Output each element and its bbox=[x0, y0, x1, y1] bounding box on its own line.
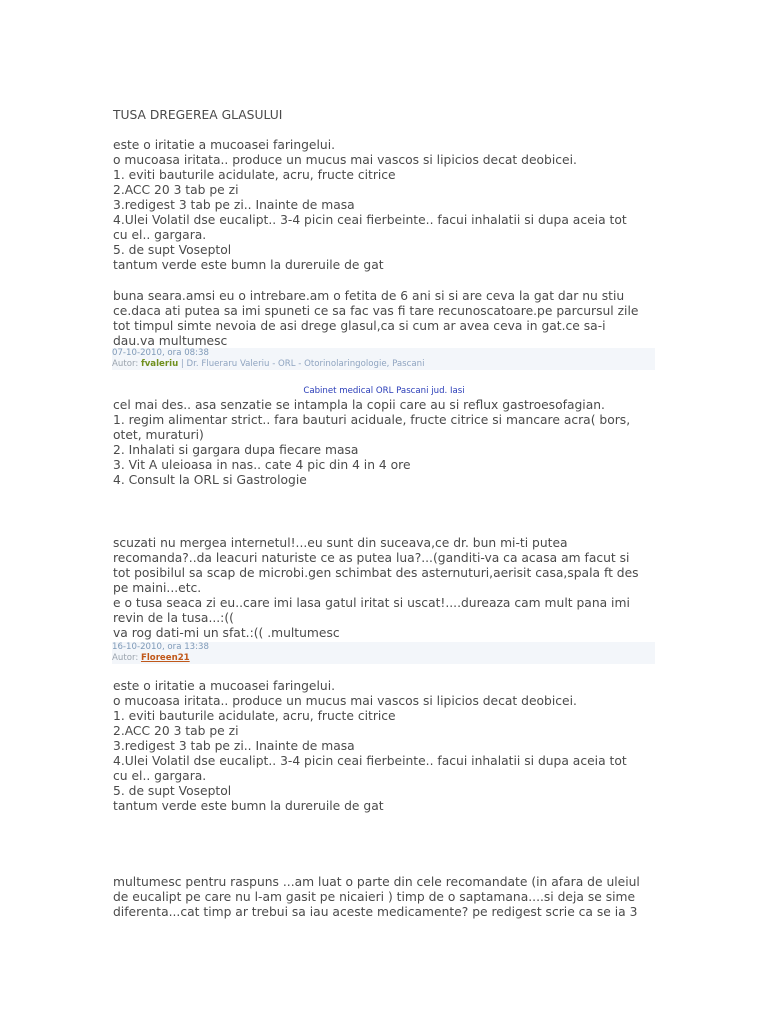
question-1 bbox=[113, 289, 658, 349]
question-line: ce.daca ati putea sa imi spuneti ce sa fac vas fi tare recunoscatoare.pe parcursul zile bbox=[113, 304, 639, 318]
answer-line: cel mai des.. asa senzatie se intampla la copii care au si reflux gastroesofagian. bbox=[113, 398, 605, 412]
post-line: 1. eviti bauturile acidulate, acru, fructe citrice bbox=[113, 168, 396, 182]
question-line: tot posibilul sa scap de microbi.gen schimbat des asternuturi,aerisit casa,spala ft des bbox=[113, 566, 639, 580]
post-line: 1. eviti bauturile acidulate, acru, fructe citrice bbox=[113, 709, 396, 723]
answer-line: 1. regim alimentar strict.. fara bauturi aciduale, fructe citrice si mancare acra( bors, bbox=[113, 413, 631, 427]
post-line: tantum verde este bumn la dureruile de gat bbox=[113, 258, 384, 272]
answer-line: otet, muraturi) bbox=[113, 428, 204, 442]
post-line: cu el.. gargara. bbox=[113, 769, 207, 783]
post-line: 5. de supt Voseptol bbox=[113, 243, 232, 257]
question-line: tot timpul simte nevoia de asi drege glasul,ca si cum ar avea ceva in gat.ce sa-i bbox=[113, 319, 606, 333]
reply-1 bbox=[113, 875, 658, 920]
question-line: pe maini...etc. bbox=[113, 581, 202, 595]
question-line: buna seara.amsi eu o intrebare.am o fetita de 6 ani si si are ceva la gat dar nu stiu bbox=[113, 289, 625, 303]
post-line: 5. de supt Voseptol bbox=[113, 784, 232, 798]
reply-line: de eucalipt pe care nu l-am gasit pe nicaieri ) timp de o saptamana....si deja se sime bbox=[113, 890, 636, 904]
author-prefix: Autor: bbox=[112, 359, 141, 369]
post-meta-2 bbox=[112, 642, 655, 664]
author-link[interactable]: fvaleriu bbox=[140, 359, 179, 369]
post-date: 16-10-2010, ora 13:38 bbox=[112, 642, 209, 652]
post-line: o mucoasa iritata.. produce un mucus mai vascos si lipicios decat deobicei. bbox=[113, 153, 577, 167]
post-line: este o iritatie a mucoasei faringelui. bbox=[113, 679, 336, 693]
question-line: scuzati nu mergea internetul!...eu sunt din suceava,ce dr. bun mi-ti putea bbox=[113, 536, 568, 550]
post-line: 3.redigest 3 tab pe zi.. Inainte de masa bbox=[113, 198, 355, 212]
author-info: | Dr. Flueraru Valeriu - ORL - Otorinolaringologie, Pascani bbox=[178, 359, 425, 369]
page-title: TUSA DREGEREA GLASULUI bbox=[113, 108, 283, 122]
question-2 bbox=[113, 536, 658, 641]
post-line: 4.Ulei Volatil dse eucalipt.. 3-4 picin ceai fierbeinte.. facui inhalatii si dupa aceia tot bbox=[113, 754, 627, 768]
clinic-name: Cabinet medical ORL Pascani jud. Iasi bbox=[303, 386, 465, 396]
answer-line: 3. Vit A uleioasa in nas.. cate 4 pic din 4 in 4 ore bbox=[113, 458, 411, 472]
answer-line: 4. Consult la ORL si Gastrologie bbox=[113, 473, 307, 487]
post-1 bbox=[113, 138, 658, 273]
post-line: tantum verde este bumn la dureruile de gat bbox=[113, 799, 384, 813]
author-prefix: Autor: bbox=[112, 653, 141, 663]
question-line: va rog dati-mi un sfat.:(( .multumesc bbox=[113, 626, 340, 640]
question-line: e o tusa seaca zi eu..care imi lasa gatul iritat si uscat!....dureaza cam mult pana imi bbox=[113, 596, 630, 610]
post-2 bbox=[113, 679, 658, 814]
answer-1 bbox=[113, 398, 658, 488]
question-line: dau.va multumesc bbox=[113, 334, 228, 348]
post-line: este o iritatie a mucoasei faringelui. bbox=[113, 138, 336, 152]
post-date: 07-10-2010, ora 08:38 bbox=[112, 348, 209, 358]
post-line: o mucoasa iritata.. produce un mucus mai vascos si lipicios decat deobicei. bbox=[113, 694, 577, 708]
question-line: revin de la tusa...:(( bbox=[113, 611, 234, 625]
page-title-block bbox=[113, 108, 658, 123]
post-author-line bbox=[112, 359, 655, 370]
question-line: recomanda?..da leacuri naturiste ce as putea lua?...(ganditi-va ca acasa am facut si bbox=[113, 551, 630, 565]
answer-line: 2. Inhalati si gargara dupa fiecare masa bbox=[113, 443, 359, 457]
reply-line: multumesc pentru raspuns ...am luat o parte din cele recomandate (in afara de uleiul bbox=[113, 875, 640, 889]
post-author-line bbox=[112, 653, 655, 664]
reply-line: diferenta...cat timp ar trebui sa iau aceste medicamente? pe redigest scrie ca se ia 3 bbox=[113, 905, 638, 919]
post-line: 4.Ulei Volatil dse eucalipt.. 3-4 picin ceai fierbeinte.. facui inhalatii si dupa aceia tot bbox=[113, 213, 627, 227]
post-line: 2.ACC 20 3 tab pe zi bbox=[113, 183, 239, 197]
author-link[interactable]: Floreen21 bbox=[140, 653, 190, 663]
post-line: 2.ACC 20 3 tab pe zi bbox=[113, 724, 239, 738]
post-line: cu el.. gargara. bbox=[113, 228, 207, 242]
post-line: 3.redigest 3 tab pe zi.. Inainte de masa bbox=[113, 739, 355, 753]
post-meta-1 bbox=[112, 348, 655, 370]
